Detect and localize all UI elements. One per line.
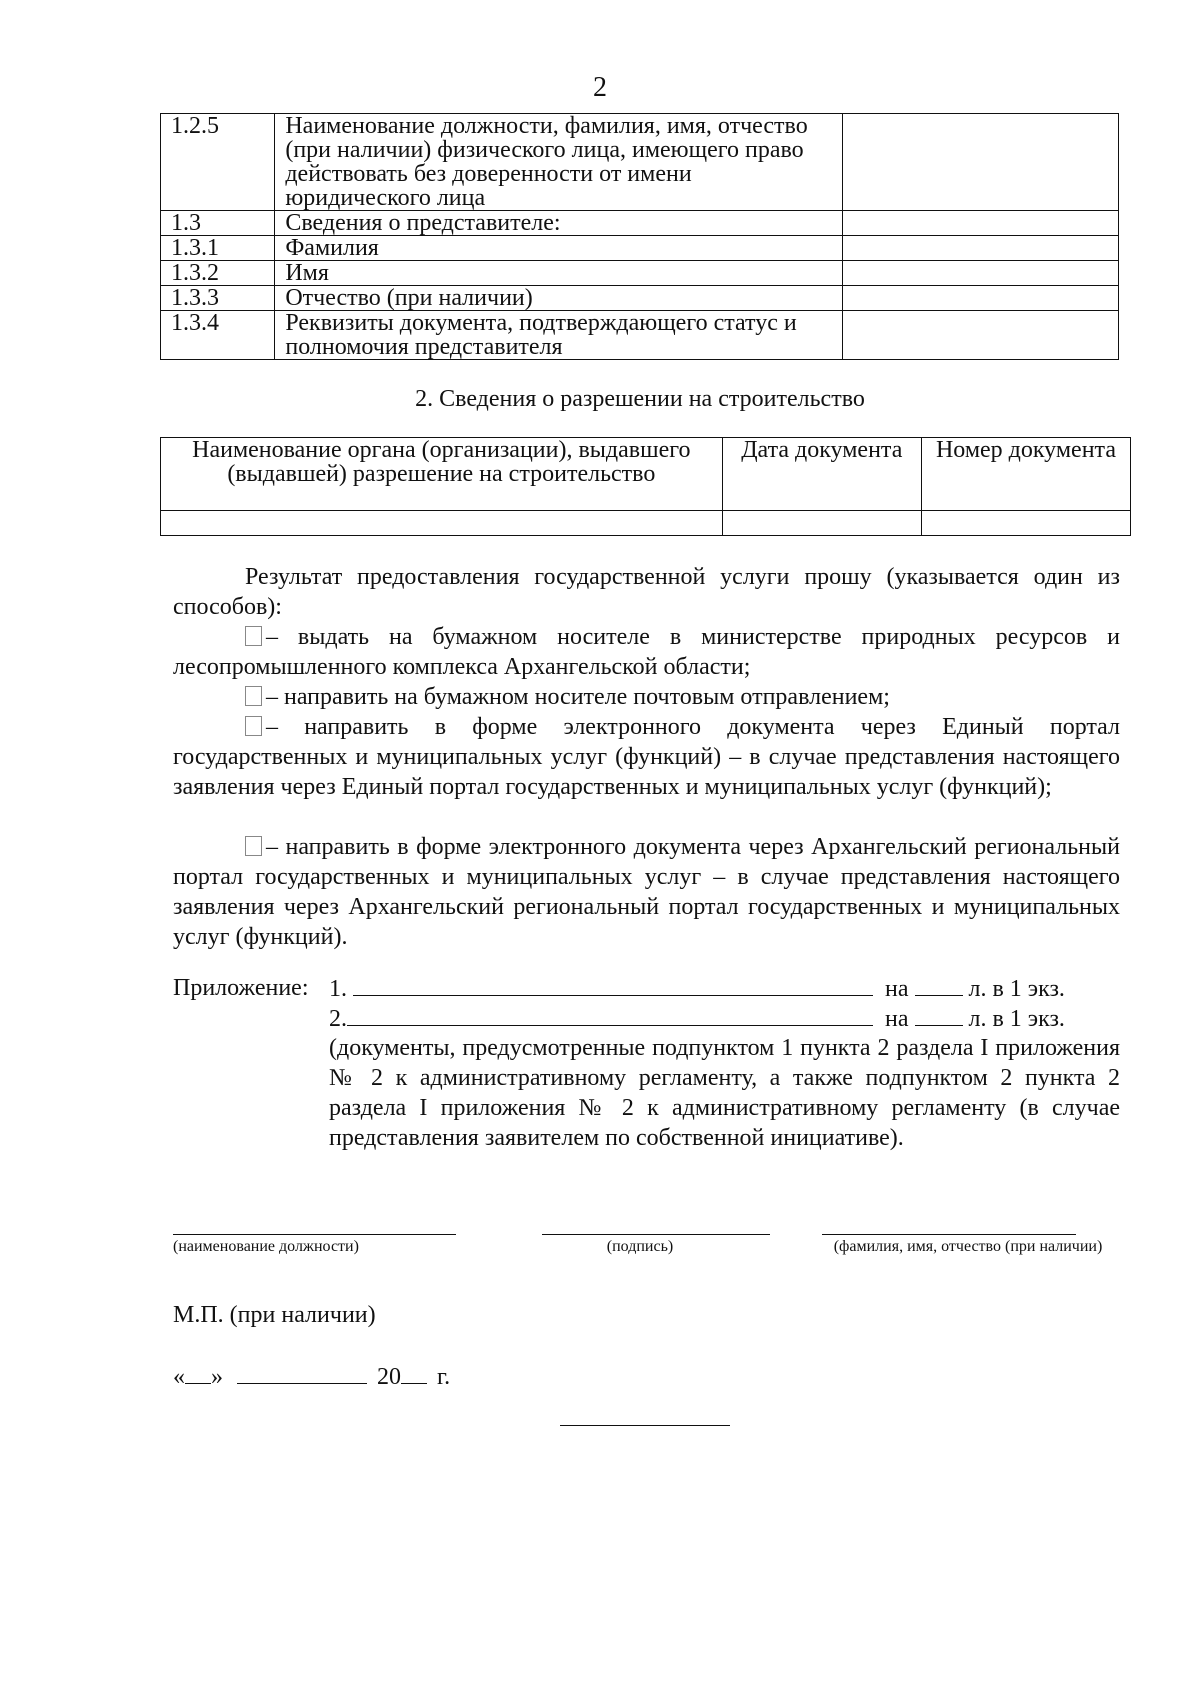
row-value-field[interactable]: [843, 261, 1119, 286]
applicant-representative-table: [160, 113, 1119, 360]
permit-table: [160, 437, 1131, 536]
stamp-place: М.П. (при наличии): [173, 1302, 376, 1328]
page-number: 2: [593, 72, 607, 103]
position-caption: (наименование должности): [173, 1238, 359, 1255]
open-quote: «: [173, 1364, 185, 1390]
month-field[interactable]: [237, 1361, 367, 1384]
row-number: 1.3.2: [161, 261, 275, 286]
section-title: 2. Сведения о разрешении на строительство: [415, 386, 865, 412]
table-row: [161, 211, 1119, 236]
row-value-field[interactable]: [843, 211, 1119, 236]
row-number: 1.2.5: [161, 114, 275, 211]
row-label: Наименование должности, фамилия, имя, отчество (при наличии) физического лица, имеющего право действовать без доверенности от имени юридического лица: [275, 114, 843, 211]
name-caption: (фамилия, имя, отчество (при наличии): [833, 1238, 1103, 1255]
row-value-field[interactable]: [843, 311, 1119, 360]
row-number: 1.3.1: [161, 236, 275, 261]
header-date: Дата документа: [722, 438, 921, 511]
year-field[interactable]: [401, 1361, 427, 1384]
checkbox[interactable]: [245, 686, 262, 706]
result-intro: Результат предоставления государственной услуги прошу (указывается один из способов):: [173, 564, 1120, 620]
sheets-label: л. в 1 экз.: [968, 1006, 1065, 1032]
row-label: Фамилия: [275, 236, 843, 261]
date-field[interactable]: [722, 511, 921, 536]
row-label: Отчество (при наличии): [275, 286, 843, 311]
header-issuer: Наименование органа (организации), выдавшего (выдавшей) разрешение на строительство: [161, 438, 723, 511]
sheets-label: л. в 1 экз.: [968, 976, 1065, 1002]
option-text: – выдать на бумажном носителе в министерстве природных ресурсов и лесопромышленного комплекса Архангельской области;: [173, 624, 1120, 680]
option-text: – направить в форме электронного документа через Единый портал государственных и муниципальных услуг (функций) – в случае представления настоящего заявления через Единый портал государственных и муниципальных услуг (функций);: [173, 714, 1120, 800]
option-mail: [173, 682, 1120, 712]
on-label: на: [885, 1006, 909, 1032]
signature-caption: (подпись): [606, 1238, 674, 1255]
row-number: 1.3.3: [161, 286, 275, 311]
signature-line[interactable]: [542, 1234, 770, 1235]
end-divider: [560, 1425, 730, 1426]
row-label: Сведения о представителе:: [275, 211, 843, 236]
item-number: 1.: [329, 976, 347, 1002]
table-header-row: [161, 438, 1131, 511]
attachment-name-field[interactable]: [347, 1003, 873, 1026]
attachment-note: (документы, предусмотренные подпунктом 1 пункта 2 раздела I приложения № 2 к административному регламенту, а также подпунктом 2 пункта 2 раздела I приложения № 2 к административному регламенту (в случае представления заявителем по собственной инициативе).: [329, 1035, 1120, 1151]
date-line: [173, 1361, 450, 1391]
row-number: 1.3: [161, 211, 275, 236]
year-suffix: г.: [437, 1364, 451, 1390]
sheet-count-field[interactable]: [915, 1003, 963, 1026]
option-regional-portal: [173, 832, 1120, 952]
close-quote: »: [211, 1364, 223, 1390]
table-row: [161, 114, 1119, 211]
item-number: 2.: [329, 1006, 347, 1032]
name-line[interactable]: [822, 1234, 1076, 1235]
issuer-field[interactable]: [161, 511, 723, 536]
row-value-field[interactable]: [843, 286, 1119, 311]
attachment-label: Приложение:: [173, 975, 309, 1001]
row-label: Реквизиты документа, подтверждающего статус и полномочия представителя: [275, 311, 843, 360]
year-prefix: 20: [377, 1364, 401, 1390]
day-field[interactable]: [185, 1361, 211, 1384]
checkbox[interactable]: [245, 716, 262, 736]
option-paper-ministry: [173, 622, 1120, 682]
row-value-field[interactable]: [843, 114, 1119, 211]
row-value-field[interactable]: [843, 236, 1119, 261]
table-row: [161, 511, 1131, 536]
table-row: [161, 236, 1119, 261]
number-field[interactable]: [921, 511, 1130, 536]
attachment-item-1: [329, 973, 1065, 1004]
sheet-count-field[interactable]: [915, 973, 963, 996]
attachment-item-2: [329, 1003, 1065, 1034]
checkbox[interactable]: [245, 626, 262, 646]
table-row: [161, 261, 1119, 286]
table-row: [161, 311, 1119, 360]
on-label: на: [885, 976, 909, 1002]
option-text: – направить на бумажном носителе почтовым отправлением;: [266, 684, 890, 710]
header-number: Номер документа: [921, 438, 1130, 511]
row-label: Имя: [275, 261, 843, 286]
position-line[interactable]: [173, 1234, 456, 1235]
row-number: 1.3.4: [161, 311, 275, 360]
checkbox[interactable]: [245, 836, 262, 856]
attachment-name-field[interactable]: [353, 973, 873, 996]
table-row: [161, 286, 1119, 311]
option-epgu: [173, 712, 1120, 802]
option-text: – направить в форме электронного документа через Архангельский региональный портал государственных и муниципальных услуг – в случае представления настоящего заявления через Архангельский региональный портал государственных и муниципальных услуг (функций).: [173, 834, 1120, 950]
